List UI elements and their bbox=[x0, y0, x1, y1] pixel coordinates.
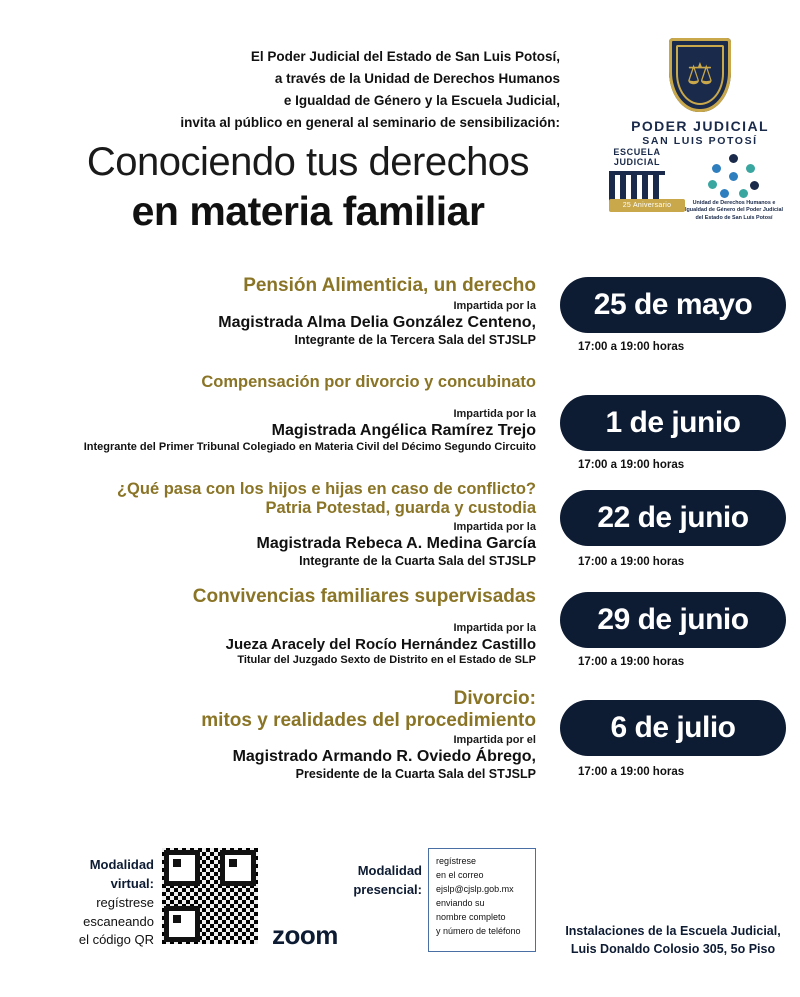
page-title-line1: Conociendo tus derechos bbox=[86, 140, 530, 184]
venue-line-2: Luis Donaldo Colosio 305, 5o Piso bbox=[570, 942, 776, 957]
intro-text bbox=[40, 46, 560, 133]
escuela-anniversary-ribbon: 25 Aniversario bbox=[609, 199, 685, 212]
session-row bbox=[0, 688, 800, 788]
virtual-label-line2: virtual: bbox=[110, 875, 154, 891]
session-topic: ¿Qué pasa con los hijos e hijas en caso de conflicto? bbox=[116, 480, 536, 498]
session-topic-line2: mitos y realidades del procedimiento bbox=[201, 709, 536, 731]
mail-line-1: regístrese bbox=[436, 856, 477, 866]
escuela-judicial-mark-icon bbox=[609, 171, 672, 209]
session-role: Integrante de la Cuarta Sala del STJSLP bbox=[299, 553, 536, 568]
session-date-badge: 22 de junio bbox=[560, 490, 786, 546]
intro-line-3: e Igualdad de Género y la Escuela Judicial, bbox=[283, 92, 560, 108]
virtual-instruction-line3: el código QR bbox=[78, 932, 154, 948]
presencial-modality-block bbox=[330, 862, 422, 900]
molecule-network-icon bbox=[708, 154, 760, 198]
qr-eye-bottom-left bbox=[164, 906, 200, 942]
session-date-badge: 1 de junio bbox=[560, 395, 786, 451]
session-speaker: Magistrado Armando R. Oviedo Ábrego, bbox=[232, 748, 536, 766]
intro-line-4: invita al público en general al seminario de sensibilización: bbox=[180, 114, 560, 130]
session-role: Integrante de la Tercera Sala del STJSLP bbox=[294, 332, 536, 347]
virtual-instruction-line2: escaneando bbox=[83, 913, 154, 929]
zoom-logo: zoom bbox=[272, 920, 338, 950]
page-title-line2: en materia familiar bbox=[131, 188, 485, 234]
session-details bbox=[0, 688, 548, 781]
venue-line-1: Instalaciones de la Escuela Judicial, bbox=[565, 924, 781, 938]
session-time: 17:00 a 19:00 horas bbox=[578, 459, 685, 471]
footer bbox=[0, 848, 800, 997]
session-row bbox=[0, 373, 800, 478]
session-impartida: Impartida por el bbox=[453, 734, 536, 747]
session-topic: Divorcio: bbox=[453, 688, 536, 709]
virtual-instruction-line1: regístrese bbox=[96, 894, 154, 910]
session-date-badge: 25 de mayo bbox=[560, 277, 786, 333]
session-speaker: Magistrada Angélica Ramírez Trejo bbox=[271, 421, 536, 439]
session-details bbox=[0, 586, 548, 666]
session-time: 17:00 a 19:00 horas bbox=[578, 556, 685, 568]
session-date-badge: 29 de junio bbox=[560, 592, 786, 648]
session-time: 17:00 a 19:00 horas bbox=[578, 766, 685, 778]
sessions-list bbox=[0, 275, 800, 790]
session-details bbox=[0, 275, 548, 347]
escuela-judicial-logo bbox=[598, 148, 676, 209]
poder-judicial-logo bbox=[610, 38, 790, 147]
session-role: Titular del Juzgado Sexto de Distrito en el Estado de SLP bbox=[237, 653, 536, 666]
mail-line-5: nombre completo bbox=[436, 911, 506, 922]
session-topic: Convivencias familiares supervisadas bbox=[192, 586, 536, 607]
session-speaker: Magistrada Rebeca A. Medina García bbox=[256, 534, 536, 552]
secondary-logos bbox=[590, 148, 790, 224]
session-role: Presidente de la Cuarta Sala del STJSLP bbox=[295, 767, 536, 782]
intro-line-1: El Poder Judicial del Estado de San Luis Potosí, bbox=[250, 49, 560, 64]
shield-icon bbox=[669, 38, 731, 112]
session-topic: Pensión Alimenticia, un derecho bbox=[243, 275, 536, 296]
session-speaker: Magistrada Alma Delia González Centeno, bbox=[218, 313, 536, 331]
session-row bbox=[0, 586, 800, 686]
qr-code[interactable] bbox=[162, 848, 258, 944]
qr-eye-top-right bbox=[220, 850, 256, 886]
registration-email[interactable]: ejslp@cjslp.gob.mx bbox=[436, 883, 514, 894]
session-impartida: Impartida por la bbox=[453, 299, 536, 312]
session-topic: Compensación por divorcio y concubinato bbox=[201, 373, 536, 391]
intro-line-2: a través de la Unidad de Derechos Humanos bbox=[274, 70, 560, 86]
mail-line-6: y número de teléfono bbox=[436, 925, 521, 936]
udhig-logo bbox=[682, 154, 786, 222]
session-details bbox=[0, 373, 548, 453]
session-row bbox=[0, 480, 800, 584]
session-speaker: Jueza Aracely del Rocío Hernández Castillo bbox=[225, 635, 536, 653]
virtual-modality-block bbox=[58, 856, 154, 950]
session-role: Integrante del Primer Tribunal Colegiado en Materia Civil del Décimo Segundo Circuito bbox=[83, 440, 536, 453]
session-details bbox=[0, 480, 548, 568]
session-impartida: Impartida por la bbox=[453, 407, 536, 420]
session-time: 17:00 a 19:00 horas bbox=[578, 341, 685, 353]
poder-judicial-name: PODER JUDICIAL bbox=[631, 118, 769, 134]
session-topic-line2: Patria Potestad, guarda y custodia bbox=[265, 498, 536, 517]
session-time: 17:00 a 19:00 horas bbox=[578, 656, 685, 668]
mail-line-4: enviando su bbox=[436, 897, 485, 908]
session-impartida: Impartida por la bbox=[453, 621, 536, 634]
poder-judicial-subtitle: SAN LUIS POTOSÍ bbox=[642, 135, 758, 147]
mail-line-2: en el correo bbox=[436, 869, 484, 880]
presencial-label-line1: Modalidad bbox=[357, 863, 422, 878]
presencial-label-line2: presencial: bbox=[353, 881, 422, 897]
escuela-judicial-line2: JUDICIAL bbox=[613, 156, 661, 167]
session-row bbox=[0, 275, 800, 371]
udhig-caption: Unidad de Derechos Humanos e Igualdad de Género del Poder Judicial del Estado de San Luis Potosí bbox=[685, 200, 783, 221]
registration-mail-box bbox=[428, 848, 536, 952]
virtual-label-line1: Modalidad bbox=[89, 857, 154, 872]
escuela-judicial-line1: ESCUELA bbox=[613, 147, 661, 157]
session-date-badge: 6 de julio bbox=[560, 700, 786, 756]
shield-inner bbox=[676, 45, 724, 105]
scales-of-justice-icon: ⚖ bbox=[686, 58, 714, 91]
venue-address bbox=[556, 922, 790, 958]
qr-eye-top-left bbox=[164, 850, 200, 886]
session-impartida: Impartida por la bbox=[453, 520, 536, 533]
